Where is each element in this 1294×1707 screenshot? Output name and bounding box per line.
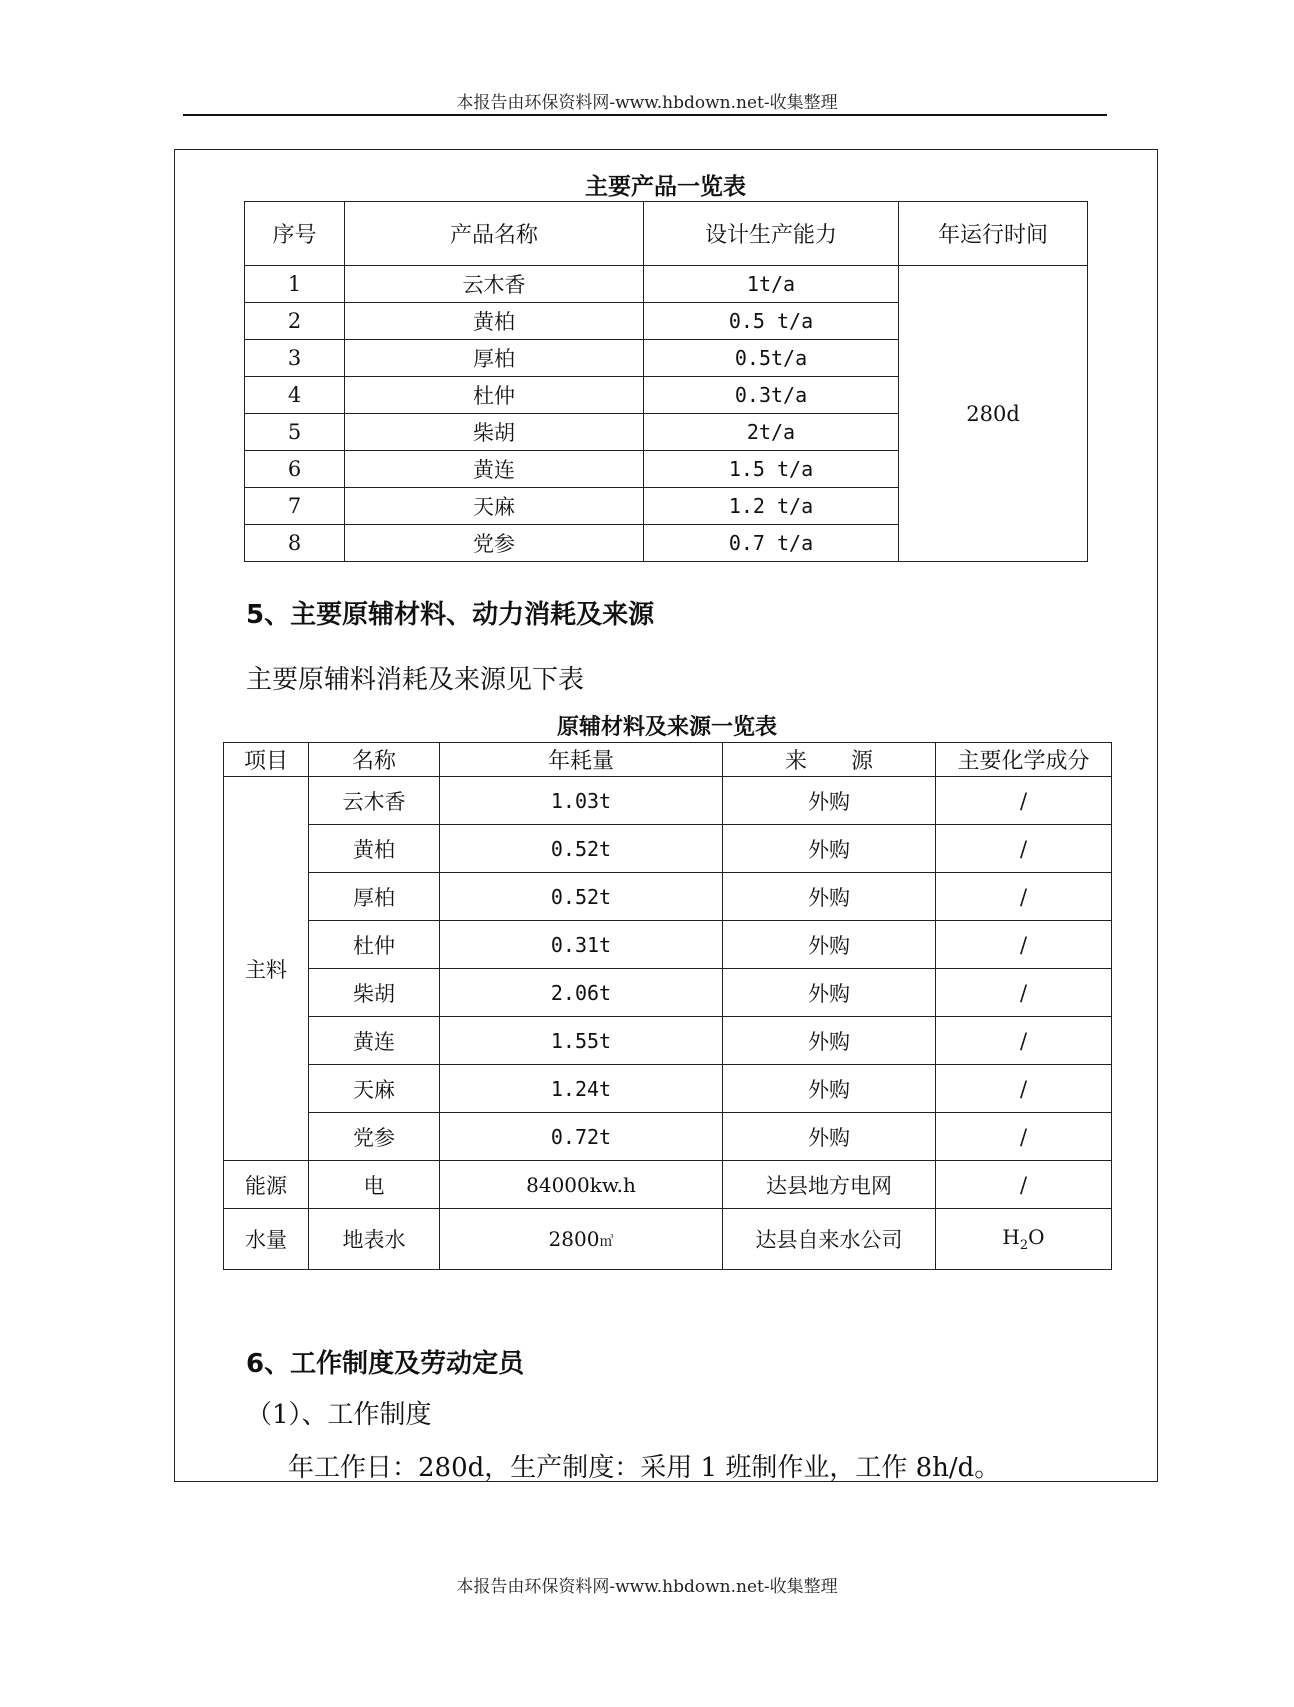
column-header: 序号 — [245, 202, 345, 266]
material-name: 电 — [309, 1161, 440, 1209]
material-amount: 1.24t — [440, 1065, 723, 1113]
product-name: 杜仲 — [345, 377, 644, 414]
table-row-energy — [224, 1161, 1112, 1209]
material-amount — [440, 1209, 723, 1270]
material-chem: / — [936, 1065, 1112, 1113]
material-source: 外购 — [723, 921, 936, 969]
product-capacity: 0.7 t/a — [644, 525, 899, 562]
material-amount: 1.55t — [440, 1017, 723, 1065]
material-name: 云木香 — [309, 777, 440, 825]
products-table — [244, 201, 1088, 562]
product-no: 5 — [245, 414, 345, 451]
material-name: 党参 — [309, 1113, 440, 1161]
group-label: 水量 — [224, 1209, 309, 1270]
material-name: 黄连 — [309, 1017, 440, 1065]
material-source: 达县自来水公司 — [723, 1209, 936, 1270]
material-source: 外购 — [723, 1017, 936, 1065]
chem-formula-sub: 2 — [1019, 1238, 1029, 1253]
section-6-subheading: （1）、工作制度 — [246, 1400, 432, 1430]
product-no: 3 — [245, 340, 345, 377]
material-amount: 2.06t — [440, 969, 723, 1017]
product-capacity: 0.5 t/a — [644, 303, 899, 340]
material-source: 外购 — [723, 825, 936, 873]
materials-table-title: 原辅材料及来源一览表 — [556, 715, 777, 740]
product-capacity: 0.3t/a — [644, 377, 899, 414]
product-no: 8 — [245, 525, 345, 562]
annual-run-time: 280d — [899, 266, 1088, 562]
material-chem: / — [936, 969, 1112, 1017]
page-header: 本报告由环保资料网-www.hbdown.net-收集整理 — [456, 93, 838, 113]
product-capacity: 0.5t/a — [644, 340, 899, 377]
table-row — [224, 825, 1112, 873]
table-row — [245, 266, 1088, 303]
material-name: 杜仲 — [309, 921, 440, 969]
product-no: 7 — [245, 488, 345, 525]
material-amount: 0.72t — [440, 1113, 723, 1161]
table-header-row — [224, 743, 1112, 777]
section-5-heading: 5、主要原辅材料、动力消耗及来源 — [246, 600, 655, 630]
material-name: 地表水 — [309, 1209, 440, 1270]
material-source: 外购 — [723, 873, 936, 921]
column-header: 设计生产能力 — [644, 202, 899, 266]
material-chem: / — [936, 1113, 1112, 1161]
page-footer: 本报告由环保资料网-www.hbdown.net-收集整理 — [456, 1577, 838, 1597]
product-name: 黄连 — [345, 451, 644, 488]
section-5-intro: 主要原辅料消耗及来源见下表 — [246, 665, 585, 695]
materials-table — [223, 742, 1112, 1270]
column-header: 项目 — [224, 743, 309, 777]
table-row — [224, 969, 1112, 1017]
material-source: 外购 — [723, 1065, 936, 1113]
product-capacity: 2t/a — [644, 414, 899, 451]
section-6-heading: 6、工作制度及劳动定员 — [246, 1349, 525, 1379]
product-name: 云木香 — [345, 266, 644, 303]
table-row — [224, 1065, 1112, 1113]
column-header: 名称 — [309, 743, 440, 777]
material-chem: / — [936, 777, 1112, 825]
product-name: 天麻 — [345, 488, 644, 525]
product-capacity: 1.2 t/a — [644, 488, 899, 525]
product-no: 2 — [245, 303, 345, 340]
material-name: 柴胡 — [309, 969, 440, 1017]
material-amount: 0.52t — [440, 873, 723, 921]
table-row — [224, 873, 1112, 921]
material-chem: / — [936, 873, 1112, 921]
table-row — [224, 1113, 1112, 1161]
products-table-title: 主要产品一览表 — [585, 174, 746, 200]
column-header: 来 源 — [723, 743, 936, 777]
water-amount-value: 2800 — [548, 1227, 600, 1251]
material-chem: / — [936, 1161, 1112, 1209]
material-chem: / — [936, 921, 1112, 969]
material-chem — [936, 1209, 1112, 1270]
product-name: 厚柏 — [345, 340, 644, 377]
section-6-text: 年工作日：280d，生产制度：采用 1 班制作业，工作 8h/d。 — [288, 1453, 1001, 1483]
product-name: 党参 — [345, 525, 644, 562]
product-name: 柴胡 — [345, 414, 644, 451]
material-name: 天麻 — [309, 1065, 440, 1113]
product-capacity: 1t/a — [644, 266, 899, 303]
product-capacity: 1.5 t/a — [644, 451, 899, 488]
material-source: 外购 — [723, 1113, 936, 1161]
column-header: 年运行时间 — [899, 202, 1088, 266]
column-header: 年耗量 — [440, 743, 723, 777]
table-row — [224, 777, 1112, 825]
table-row — [224, 921, 1112, 969]
material-source: 外购 — [723, 777, 936, 825]
material-name: 厚柏 — [309, 873, 440, 921]
group-label: 主料 — [224, 777, 309, 1161]
product-name: 黄柏 — [345, 303, 644, 340]
water-amount-unit: ㎥ — [599, 1234, 614, 1250]
chem-formula-o: O — [1028, 1225, 1045, 1249]
product-no: 4 — [245, 377, 345, 414]
material-name: 黄柏 — [309, 825, 440, 873]
table-row-water — [224, 1209, 1112, 1270]
table-header-row — [245, 202, 1088, 266]
chem-formula-h: H — [1002, 1225, 1020, 1249]
material-chem: / — [936, 1017, 1112, 1065]
material-amount: 1.03t — [440, 777, 723, 825]
product-no: 6 — [245, 451, 345, 488]
material-chem: / — [936, 825, 1112, 873]
column-header: 产品名称 — [345, 202, 644, 266]
group-label: 能源 — [224, 1161, 309, 1209]
material-source: 达县地方电网 — [723, 1161, 936, 1209]
material-source: 外购 — [723, 969, 936, 1017]
material-amount: 84000kw.h — [440, 1161, 723, 1209]
column-header: 主要化学成分 — [936, 743, 1112, 777]
header-rule — [183, 114, 1107, 116]
material-amount: 0.31t — [440, 921, 723, 969]
product-no: 1 — [245, 266, 345, 303]
material-amount: 0.52t — [440, 825, 723, 873]
table-row — [224, 1017, 1112, 1065]
